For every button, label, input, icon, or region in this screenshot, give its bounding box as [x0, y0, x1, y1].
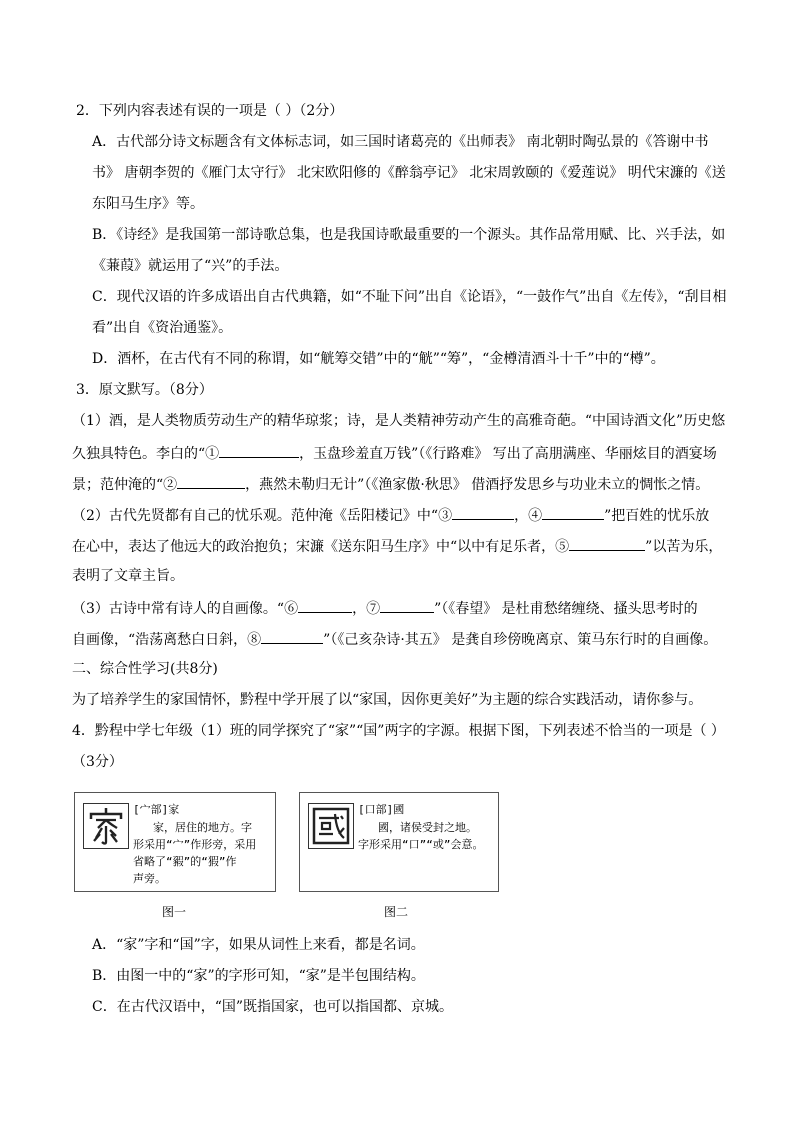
q3-part2: （2）古代先贤都有自己的忧乐观。范仲淹《岳阳楼记》中“③ ，④ ”把百姓的忧乐放	[72, 505, 709, 525]
q2-option-a-cont: 东阳马生序》等。	[92, 196, 204, 212]
q4-stem-score: （3分）	[72, 754, 123, 770]
blank-8[interactable]	[261, 629, 323, 644]
fig2-header: [口部]國	[358, 803, 405, 816]
blank-8-marker: ⑧	[247, 632, 262, 648]
fig1-header: [宀部]家	[133, 803, 180, 816]
seal-jia-image	[83, 803, 129, 849]
q2-stem: 2．下列内容表述有误的一项是（ ）（2分）	[76, 103, 344, 119]
q3-part1: （1）酒，是人类物质劳动生产的精华琼浆；诗，是人类精神劳动产生的高雅奇葩。“中国诗酒文化”历史悠	[72, 413, 726, 429]
q4-option-c: C．在古代汉语中，“国”既指国家，也可以指国都、京城。	[92, 999, 454, 1015]
q2-option-c-cont: 看”出自《资治通鉴》。	[92, 320, 233, 336]
q2-option-b-cont: 《蒹葭》就运用了“兴”的手法。	[92, 258, 289, 274]
q4-option-b: B．由图一中的“家”的字形可知，“家”是半包围结构。	[92, 968, 425, 984]
blank-7[interactable]	[380, 598, 434, 613]
q2-option-c: C．现代汉语的许多成语出自古代典籍，如“不耻下问”出自《论语》，“一鼓作气”出自《左传》，“刮目相	[92, 289, 727, 305]
figure-2	[299, 792, 499, 892]
blank-7-marker: ⑦	[366, 601, 381, 617]
blank-6-marker: ⑥	[284, 601, 299, 617]
q3-part3-line2: 自画像，“浩荡离愁白日斜，⑧ ”（《己亥杂诗·其五》 是龚自珍傍晚离京、策马东行时的自画像。	[72, 629, 717, 649]
q3-part2-line3: 表明了文章主旨。	[72, 568, 184, 584]
blank-6[interactable]	[298, 598, 352, 613]
blank-1[interactable]	[219, 443, 299, 458]
blank-5[interactable]	[569, 536, 645, 551]
q3-part2-line2: 在心中，表达了他远大的政治抱负；宋濂《送东阳马生序》中“以中有足乐者，⑤ ”以苦为乐，	[72, 536, 722, 556]
blank-1-marker: ①	[205, 446, 220, 462]
fig2-text-line: 字形采用“口”“或”会意。	[358, 838, 484, 851]
section-heading: 二、综合性学习(共8分)	[72, 661, 218, 677]
q3-part1-line3: 景；范仲淹的“② ，燕然未勒归无计”（《渔家傲·秋思》 借酒抒发思乡与功业未立的惆怅之情。	[72, 474, 709, 494]
seal-guo-image	[308, 803, 354, 849]
fig1-text-line: 省略了“豭”的“猳”作	[133, 855, 237, 868]
fig1-text-line: 形采用“宀”作形旁，采用	[133, 838, 257, 851]
q2-option-b: B．《诗经》是我国第一部诗歌总集，也是我国诗歌最重要的一个源头。其作品常用赋、比、兴手法，如	[92, 227, 726, 243]
blank-5-marker: ⑤	[555, 539, 570, 555]
q2-option-a-cont: 书》 唐朝李贺的《雁门太守行》 北宋欧阳修的《醉翁亭记》 北宋周敦颐的《爱莲说》 明代宋濂的《送	[92, 165, 726, 181]
q3-part1-line2: 久独具特色。李白的“① ，玉盘珍羞直万钱”（《行路难》 写出了高朋满座、华丽炫目的酒宴场	[72, 443, 717, 463]
fig1-text-line: 家，居住的地方。字	[153, 821, 252, 834]
blank-3-marker: ③	[438, 508, 453, 524]
blank-4-marker: ④	[528, 508, 543, 524]
q4-option-a: A．“家”字和“国”字，如果从词性上来看，都是名词。	[92, 937, 425, 953]
fig2-text-line: 國，诸侯受封之地。	[378, 821, 477, 834]
blank-2[interactable]	[177, 474, 245, 489]
section-intro: 为了培养学生的家国情怀，黔程中学开展了以“家国，因你更美好”为主题的综合实践活动，请你参与。	[72, 692, 703, 708]
figure-1-caption: 图一	[162, 905, 187, 919]
q3-part3: （3）古诗中常有诗人的自画像。“⑥ ，⑦ ”（《春望》 是杜甫愁绪缠绕、搔头思考时的	[72, 598, 698, 618]
q2-option-a: A．古代部分诗文标题含有文体标志词，如三国时诸葛亮的《出师表》 南北朝时陶弘景的《答谢中书	[92, 134, 709, 150]
fig1-text-line: 声旁。	[133, 872, 166, 885]
blank-3[interactable]	[452, 505, 514, 520]
figure-2-caption: 图二	[384, 905, 409, 919]
q4-stem: 4．黔程中学七年级（1）班的同学探究了“家”“国”两字的字源。根据下图，下列表述不恰当的一项是（ ）	[72, 723, 725, 739]
blank-4[interactable]	[542, 505, 604, 520]
q2-option-d: D．酒杯，在古代有不同的称谓，如“觥筹交错”中的“觥”“筹”，“金樽清酒斗十千”中的“樽”。	[92, 351, 665, 367]
q3-stem: 3．原文默写。（8分）	[76, 382, 213, 398]
blank-2-marker: ②	[163, 477, 178, 493]
figure-1	[74, 792, 276, 892]
